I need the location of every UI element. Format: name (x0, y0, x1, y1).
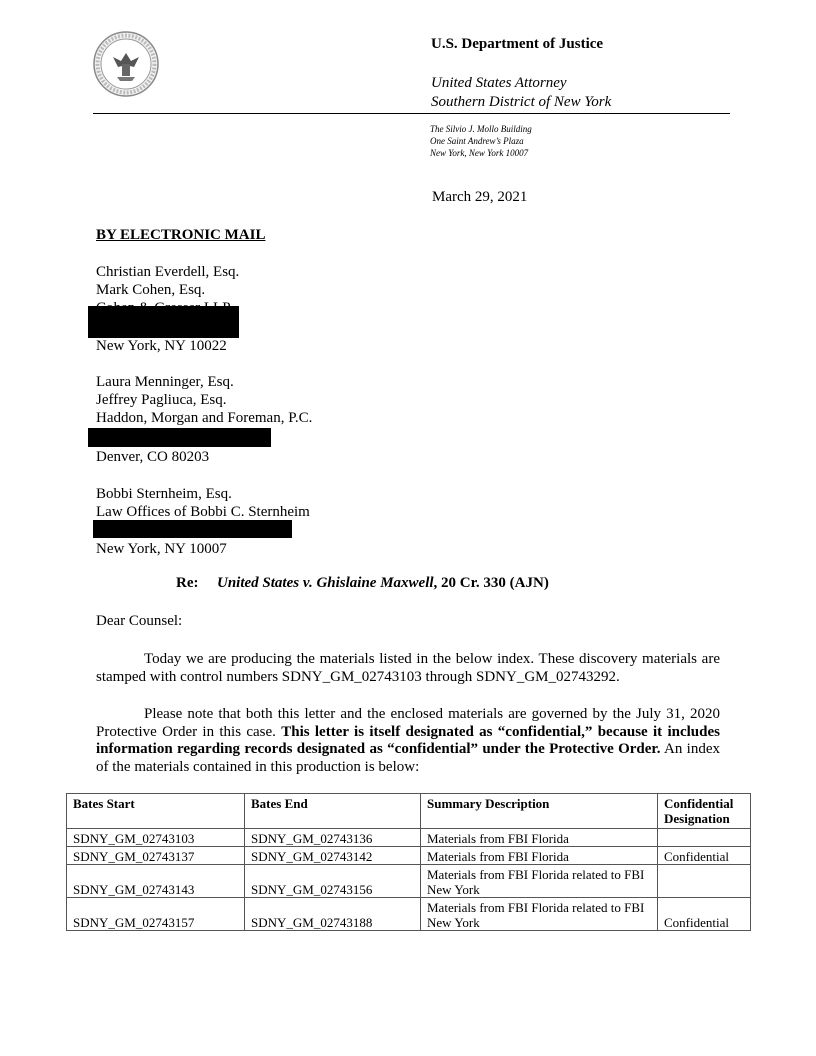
letter-date: March 29, 2021 (432, 189, 528, 205)
letterhead-divider (93, 113, 730, 114)
delivery-method: BY ELECTRONIC MAIL (96, 227, 266, 243)
table-cell: SDNY_GM_02743142 (245, 847, 421, 865)
re-line (176, 575, 549, 592)
table-header: Confidential Designation (658, 794, 751, 829)
salutation: Dear Counsel: (96, 613, 183, 629)
table-cell: SDNY_GM_02743137 (67, 847, 245, 865)
table-cell: SDNY_GM_02743156 (245, 865, 421, 898)
recipient-city: Denver, CO 80203 (96, 449, 210, 465)
department-name: U.S. Department of Justice (431, 36, 604, 52)
office-line-1: United States Attorney (431, 75, 567, 91)
body-paragraph-2 (96, 706, 720, 776)
case-caption (217, 575, 549, 592)
table-header: Summary Description (421, 794, 658, 829)
office-name (431, 74, 611, 112)
body-paragraph-1 (96, 651, 720, 686)
table-cell: Materials from FBI Florida (421, 829, 658, 847)
table-cell: SDNY_GM_02743157 (67, 898, 245, 931)
redaction-box (88, 428, 271, 447)
table-header: Bates End (245, 794, 421, 829)
paragraph-text: Today we are producing the materials listed in the below index. These discovery materials are stamped with control numbers SDNY_GM_02743103 through SDNY_GM_02743292. (96, 651, 720, 685)
recipient-city: New York, NY 10007 (96, 541, 227, 557)
address-line: The Silvio J. Mollo Building (430, 124, 532, 134)
recipient-line: Mark Cohen, Esq. (96, 282, 206, 298)
paragraph-text: An index of the materials contained in this production is below: (96, 741, 720, 775)
case-name: United States v. Ghislaine Maxwell (217, 575, 434, 591)
table-header: Bates Start (67, 794, 245, 829)
table-cell: Materials from FBI Florida related to FBI New York (421, 898, 658, 931)
table-cell: SDNY_GM_02743136 (245, 829, 421, 847)
recipient-line: Christian Everdell, Esq. (96, 264, 240, 280)
table-cell: Confidential (658, 898, 751, 931)
recipient-line: Laura Menninger, Esq. (96, 374, 234, 390)
table-cell: SDNY_GM_02743188 (245, 898, 421, 931)
address-line: New York, New York 10007 (430, 148, 529, 158)
redaction-box (88, 306, 239, 338)
address-line: One Saint Andrew’s Plaza (430, 136, 524, 146)
office-address (430, 123, 532, 159)
paragraph-text: Please note that both this letter and the enclosed materials are governed by the July 31, 2020 Protective Order in this case. (96, 706, 720, 740)
table-row (67, 847, 751, 865)
table-row (67, 898, 751, 931)
table-cell: Materials from FBI Florida (421, 847, 658, 865)
table-cell: Confidential (658, 847, 751, 865)
table-row (67, 829, 751, 847)
re-label: Re: (176, 575, 199, 591)
case-citation: , 20 Cr. 330 (AJN) (433, 575, 549, 591)
redaction-box (93, 520, 292, 538)
recipient-line: Law Offices of Bobbi C. Sternheim (96, 504, 310, 520)
table-cell: Materials from FBI Florida related to FBI New York (421, 865, 658, 898)
recipient-block (96, 485, 310, 521)
recipient-block (96, 373, 312, 427)
recipient-line: Bobbi Sternheim, Esq. (96, 486, 232, 502)
table-row (67, 865, 751, 898)
production-index-table (66, 793, 751, 931)
doj-seal (93, 31, 159, 97)
office-line-2: Southern District of New York (431, 94, 612, 110)
table-cell: SDNY_GM_02743143 (67, 865, 245, 898)
recipient-city: New York, NY 10022 (96, 338, 227, 354)
table-cell (658, 865, 751, 898)
table-cell (658, 829, 751, 847)
recipient-line: Haddon, Morgan and Foreman, P.C. (96, 410, 313, 426)
table-cell: SDNY_GM_02743103 (67, 829, 245, 847)
confidentiality-statement: This letter is itself designated as “confidential,” because it includes information regarding records designated as “confidential” under the Protective Order. (96, 723, 720, 757)
table-header-row (67, 794, 751, 829)
recipient-line: Jeffrey Pagliuca, Esq. (96, 392, 227, 408)
